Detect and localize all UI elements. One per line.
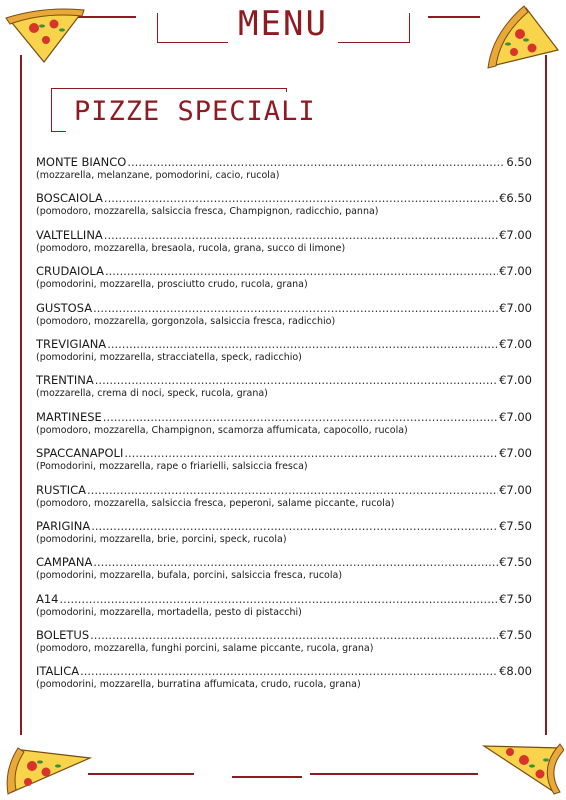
- bottom-left-rule: [88, 773, 194, 775]
- item-price: 6.50: [506, 155, 532, 169]
- item-price: €7.00: [499, 446, 532, 461]
- item-ingredients: (mozzarella, crema di noci, speck, rucola, grana): [36, 388, 268, 400]
- item-name: SPACCANAPOLI: [36, 446, 124, 461]
- frame-right-line: [545, 55, 547, 735]
- item-name: TRENTINA: [36, 373, 94, 388]
- list-item: [36, 411, 532, 447]
- dot-leader: [60, 593, 499, 606]
- item-price: €7.50: [499, 555, 532, 570]
- list-item: [36, 192, 532, 228]
- list-item: [36, 302, 532, 338]
- item-price: €7.00: [499, 482, 532, 497]
- item-name: MONTE BIANCO: [36, 155, 127, 169]
- item-ingredients: (Pomodorini, mozzarella, rape o friarielli, salsiccia fresca): [36, 461, 308, 473]
- list-item: [36, 265, 532, 301]
- frame-left-line: [20, 55, 22, 735]
- item-ingredients: (pomodoro, mozzarella, funghi porcini, salame piccante, rucola, grana): [36, 643, 374, 655]
- dot-leader: [80, 665, 498, 678]
- dot-leader: [91, 520, 498, 533]
- item-price: €7.00: [499, 336, 532, 351]
- section-title: PIZZE SPECIALI: [66, 92, 324, 132]
- dot-leader: [103, 411, 498, 424]
- dot-leader: [93, 556, 498, 569]
- item-price: €7.00: [499, 264, 532, 279]
- item-name: BOSCAIOLA: [36, 191, 103, 206]
- item-name: TREVIGIANA: [36, 336, 107, 351]
- item-price: €7.50: [499, 591, 532, 606]
- item-ingredients: (pomodorini, mozzarella, prosciutto crudo, rucola, grana): [36, 279, 308, 291]
- item-ingredients: (pomodoro, mozzarella, Champignon, scamorza affumicata, capocollo, rucola): [36, 424, 408, 436]
- item-price: €7.00: [499, 300, 532, 315]
- item-ingredients: (pomodoro, mozzarella, salsiccia fresca, peperoni, salame piccante, rucola): [36, 497, 395, 509]
- item-ingredients: (pomodorini, mozzarella, bufala, porcini, salsiccia fresca, rucola): [36, 570, 343, 582]
- dot-leader: [93, 302, 498, 315]
- dot-leader: [107, 338, 498, 351]
- list-item: [36, 629, 532, 665]
- item-name: VALTELLINA: [36, 227, 103, 242]
- item-ingredients: (pomodorini, mozzarella, burratina affumicata, crudo, rucola, grana): [36, 679, 361, 691]
- item-price: €7.00: [499, 409, 532, 424]
- item-price: €7.50: [499, 628, 532, 643]
- list-item: [36, 556, 532, 592]
- item-ingredients: (mozzarella, melanzane, pomodorini, cacio, rucola): [36, 170, 280, 181]
- dot-leader: [127, 156, 505, 169]
- list-item: [36, 374, 532, 410]
- pizza-slice-icon: [480, 740, 564, 798]
- list-item: [36, 520, 532, 556]
- item-name: ITALICA: [36, 664, 80, 679]
- item-ingredients: (pomodoro, mozzarella, gorgonzola, salsiccia fresca, radicchio): [36, 315, 336, 327]
- item-price: €7.00: [499, 227, 532, 242]
- pizza-slice-icon: [2, 740, 94, 798]
- item-name: MARTINESE: [36, 409, 102, 424]
- item-name: A14: [36, 591, 59, 606]
- bottom-center-rule: [232, 776, 302, 778]
- menu-items-list: [36, 156, 532, 702]
- item-price: €7.00: [499, 373, 532, 388]
- menu-title: MENU: [228, 2, 338, 46]
- dot-leader: [95, 374, 498, 387]
- dot-leader: [124, 447, 498, 460]
- pizza-slice-icon: [4, 4, 86, 66]
- dot-leader: [104, 229, 498, 242]
- item-name: RUSTICA: [36, 482, 87, 497]
- item-name: CRUDAIOLA: [36, 264, 104, 279]
- dot-leader: [87, 484, 498, 497]
- bottom-right-rule: [310, 773, 478, 775]
- item-ingredients: (pomodoro, mozzarella, salsiccia fresca, Champignon, radicchio, panna): [36, 206, 379, 218]
- list-item: [36, 484, 532, 520]
- list-item: [36, 338, 532, 374]
- item-name: CAMPANA: [36, 555, 93, 570]
- item-name: GUSTOSA: [36, 300, 93, 315]
- item-ingredients: (pomodorini, mozzarella, stracciatella, speck, radicchio): [36, 351, 302, 363]
- dot-leader: [104, 192, 498, 205]
- list-item: [36, 156, 532, 192]
- item-price: €6.50: [499, 191, 532, 206]
- item-ingredients: (pomodorini, mozzarella, brie, porcini, speck, rucola): [36, 533, 287, 545]
- item-name: PARIGINA: [36, 518, 91, 533]
- top-right-rule: [428, 16, 480, 18]
- dot-leader: [90, 629, 498, 642]
- list-item: [36, 229, 532, 265]
- item-ingredients: (pomodorini, mozzarella, mortadella, pesto di pistacchi): [36, 606, 302, 618]
- item-price: €8.00: [499, 664, 532, 679]
- list-item: [36, 665, 532, 701]
- item-ingredients: (pomodoro, mozzarella, bresaola, rucola, grana, succo di limone): [36, 242, 346, 254]
- pizza-slice-icon: [486, 4, 562, 72]
- list-item: [36, 447, 532, 483]
- dot-leader: [105, 265, 498, 278]
- item-price: €7.50: [499, 518, 532, 533]
- list-item: [36, 593, 532, 629]
- item-name: BOLETUS: [36, 628, 90, 643]
